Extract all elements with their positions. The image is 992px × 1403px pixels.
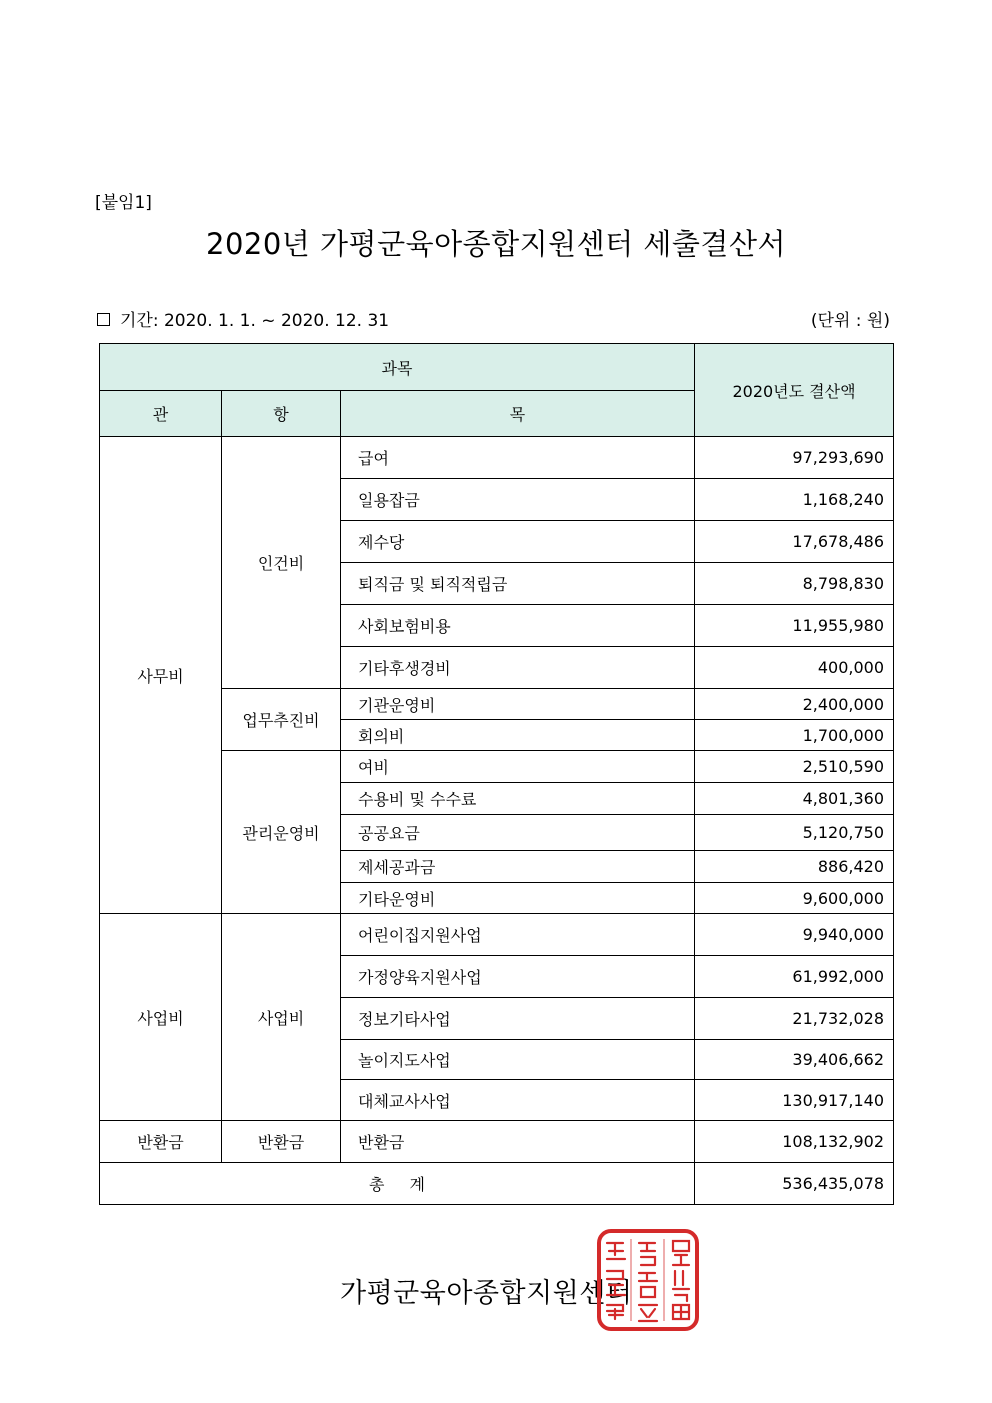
gwan-cell: 사업비 xyxy=(100,914,222,1121)
amount-cell: 5,120,750 xyxy=(695,815,894,851)
official-seal-icon xyxy=(597,1229,699,1331)
mok-cell: 수용비 및 수수료 xyxy=(341,783,695,815)
period-text: 기간: 2020. 1. 1. ~ 2020. 12. 31 xyxy=(120,311,390,331)
hang-cell: 반환금 xyxy=(222,1121,341,1163)
mok-cell: 회의비 xyxy=(341,720,695,751)
header-subject: 과목 xyxy=(100,344,695,391)
header-amount: 2020년도 결산액 xyxy=(695,344,894,437)
mok-cell: 놀이지도사업 xyxy=(341,1040,695,1080)
amount-cell: 400,000 xyxy=(695,647,894,689)
attachment-label: [붙임1] xyxy=(95,193,152,213)
gwan-cell: 사무비 xyxy=(100,437,222,914)
expenditure-table xyxy=(99,343,894,1205)
gwan-cell: 반환금 xyxy=(100,1121,222,1163)
amount-cell: 9,940,000 xyxy=(695,914,894,956)
mok-cell: 가정양육지원사업 xyxy=(341,956,695,998)
mok-cell: 공공요금 xyxy=(341,815,695,851)
amount-cell: 130,917,140 xyxy=(695,1080,894,1121)
amount-cell: 9,600,000 xyxy=(695,883,894,914)
amount-cell: 1,700,000 xyxy=(695,720,894,751)
amount-cell: 2,400,000 xyxy=(695,689,894,720)
header-hang: 항 xyxy=(222,391,341,437)
total-label: 총 계 xyxy=(100,1163,695,1205)
mok-cell: 기타후생경비 xyxy=(341,647,695,689)
amount-cell: 8,798,830 xyxy=(695,563,894,605)
amount-cell: 4,801,360 xyxy=(695,783,894,815)
header-mok: 목 xyxy=(341,391,695,437)
mok-cell: 여비 xyxy=(341,751,695,783)
mok-cell: 반환금 xyxy=(341,1121,695,1163)
amount-cell: 1,168,240 xyxy=(695,479,894,521)
hang-cell: 업무추진비 xyxy=(222,689,341,751)
amount-cell: 21,732,028 xyxy=(695,998,894,1040)
mok-cell: 퇴직금 및 퇴직적립금 xyxy=(341,563,695,605)
hang-cell: 인건비 xyxy=(222,437,341,689)
total-row xyxy=(100,1163,894,1205)
period-line xyxy=(97,306,389,331)
amount-cell: 39,406,662 xyxy=(695,1040,894,1080)
amount-cell: 17,678,486 xyxy=(695,521,894,563)
amount-cell: 2,510,590 xyxy=(695,751,894,783)
mok-cell: 정보기타사업 xyxy=(341,998,695,1040)
table-row xyxy=(100,914,894,956)
mok-cell: 기관운영비 xyxy=(341,689,695,720)
amount-cell: 61,992,000 xyxy=(695,956,894,998)
mok-cell: 일용잡금 xyxy=(341,479,695,521)
document-title: 2020년 가평군육아종합지원센터 세출결산서 xyxy=(206,227,786,261)
table-row xyxy=(100,1121,894,1163)
mok-cell: 사회보험비용 xyxy=(341,605,695,647)
mok-cell: 기타운영비 xyxy=(341,883,695,914)
total-amount: 536,435,078 xyxy=(695,1163,894,1205)
mok-cell: 급여 xyxy=(341,437,695,479)
hang-cell: 사업비 xyxy=(222,914,341,1121)
mok-cell: 제수당 xyxy=(341,521,695,563)
mok-cell: 제세공과금 xyxy=(341,851,695,883)
amount-cell: 886,420 xyxy=(695,851,894,883)
amount-cell: 97,293,690 xyxy=(695,437,894,479)
organization-name: 가평군육아종합지원센터 xyxy=(340,1278,633,1309)
mok-cell: 어린이집지원사업 xyxy=(341,914,695,956)
unit-label: (단위 : 원) xyxy=(810,311,890,331)
amount-cell: 11,955,980 xyxy=(695,605,894,647)
square-bullet-icon xyxy=(97,313,110,326)
table-row xyxy=(100,437,894,479)
header-gwan: 관 xyxy=(100,391,222,437)
amount-cell: 108,132,902 xyxy=(695,1121,894,1163)
mok-cell: 대체교사사업 xyxy=(341,1080,695,1121)
hang-cell: 관리운영비 xyxy=(222,751,341,914)
